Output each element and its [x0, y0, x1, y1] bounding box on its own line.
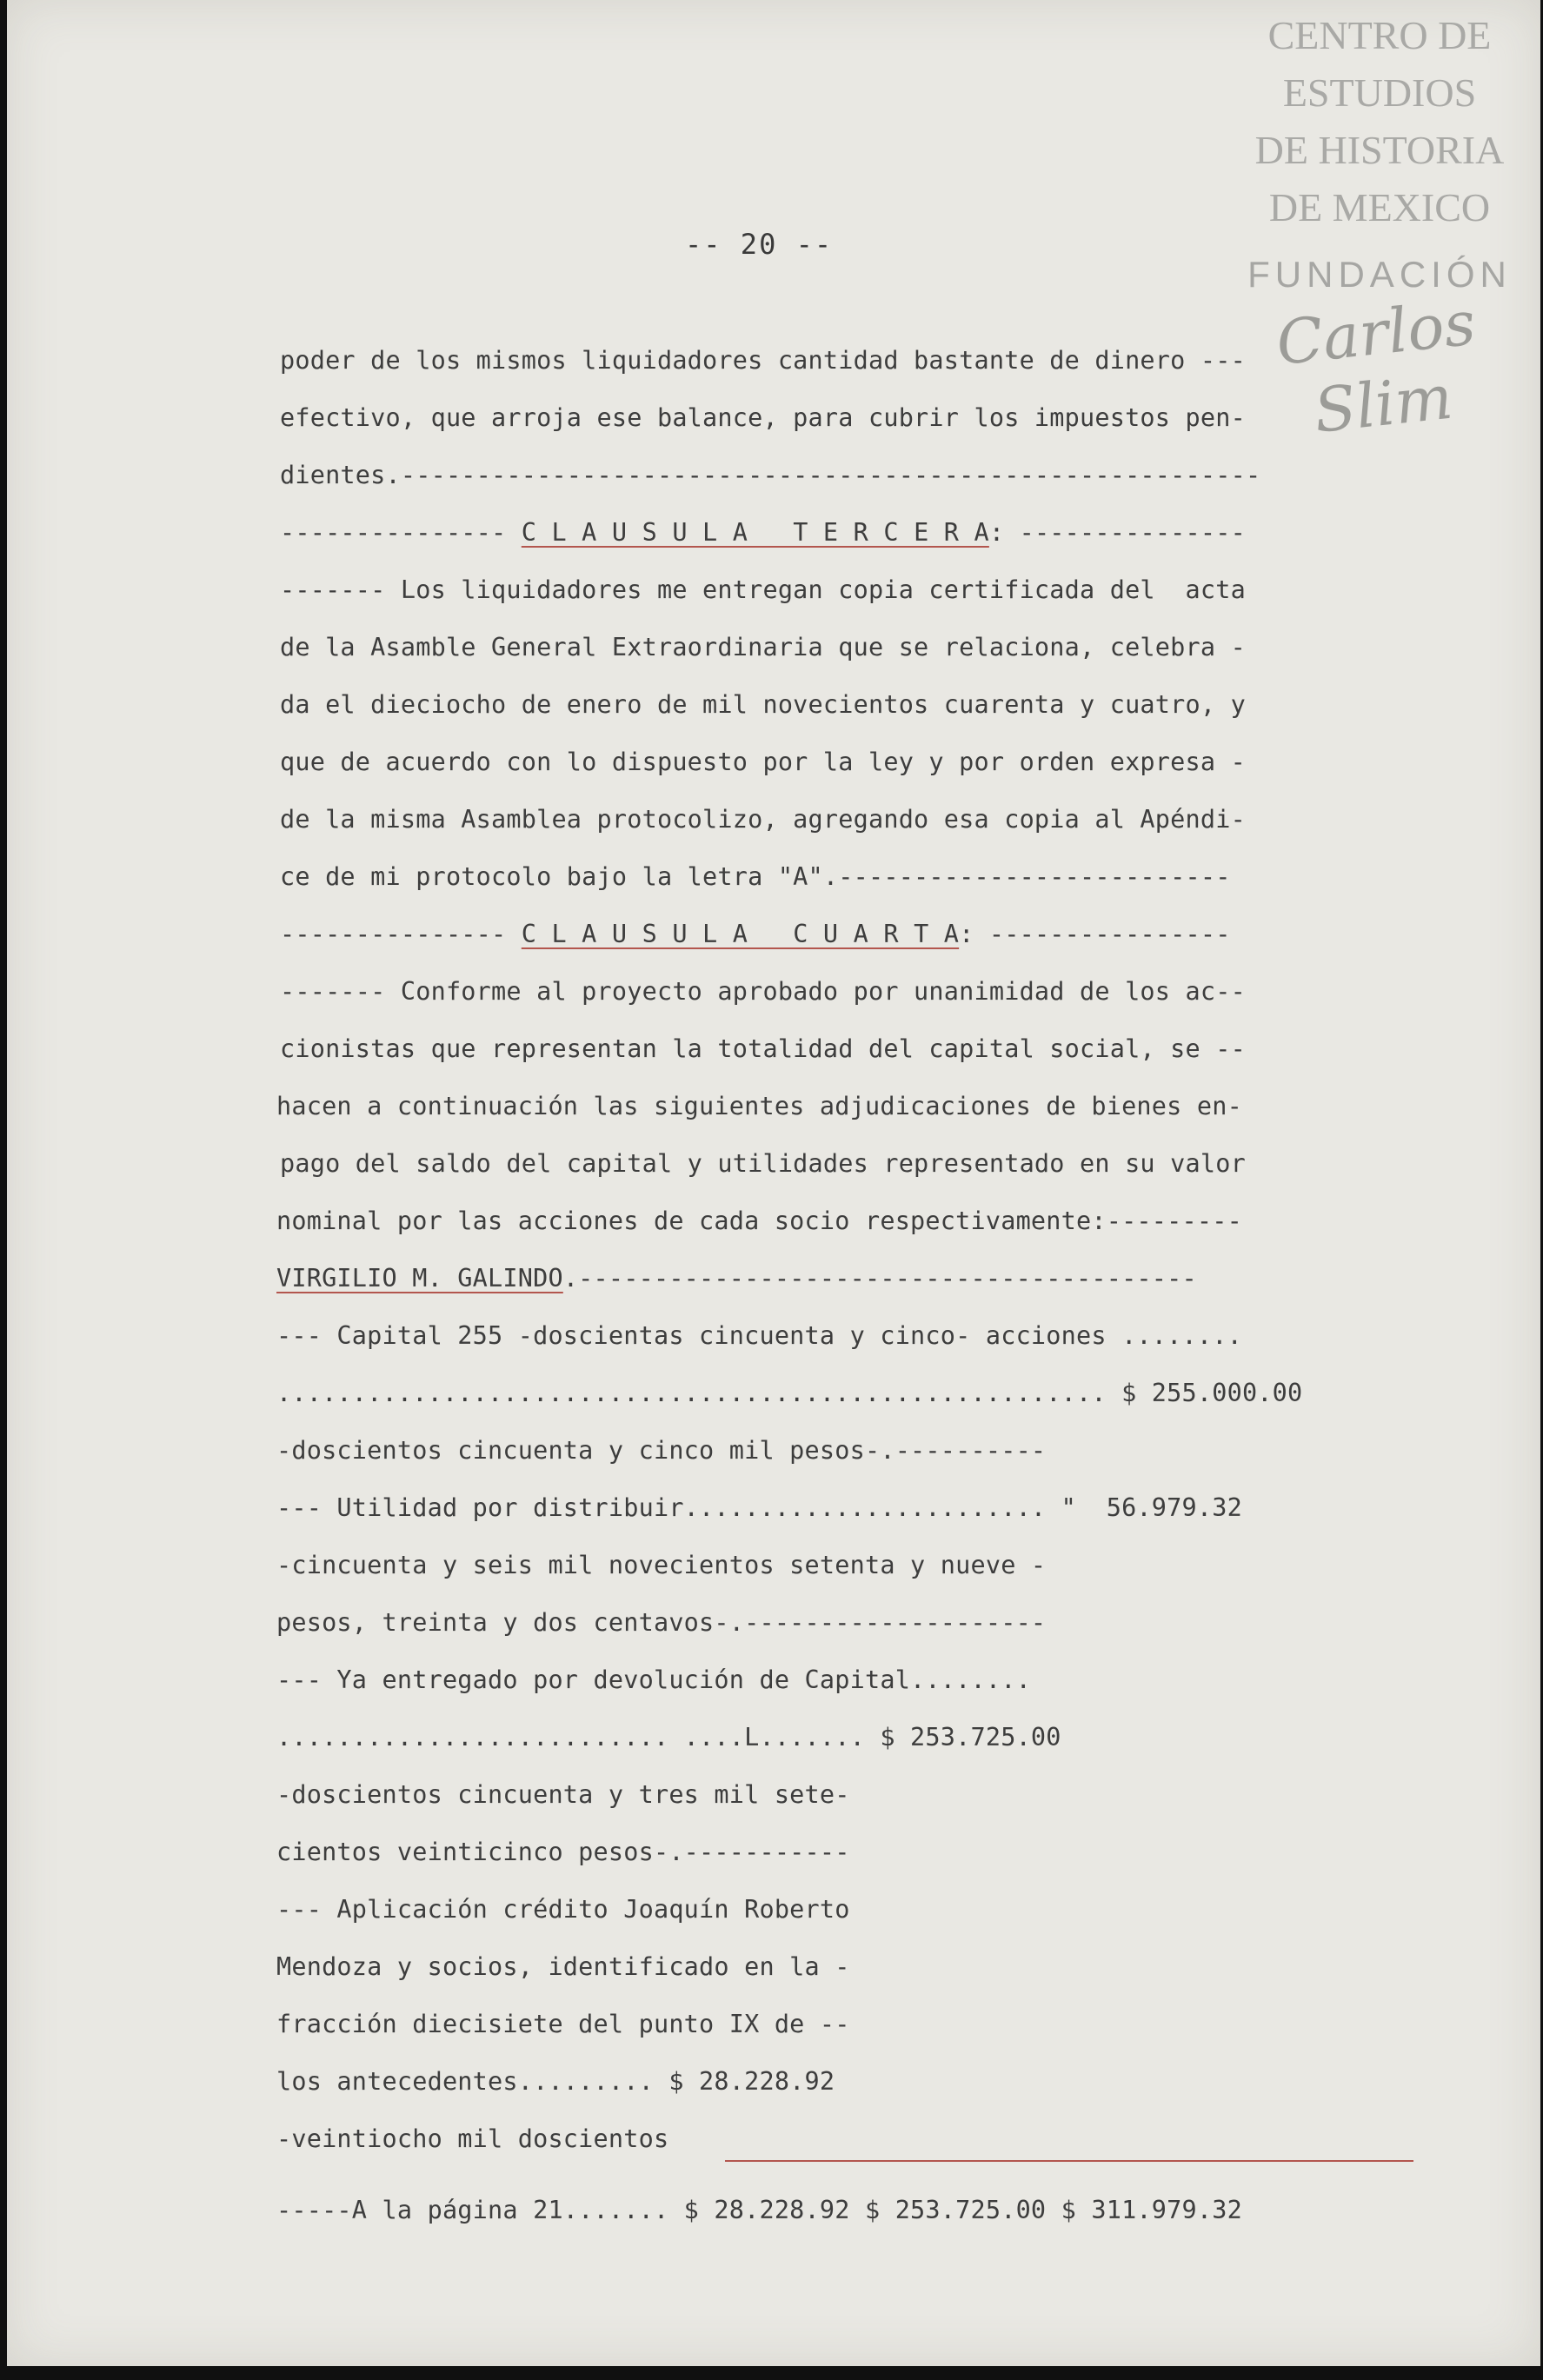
clause-title-cuarta: C L A U S U L A C U A R T A	[521, 920, 960, 948]
text-line: ce de mi protocolo bajo la letra "A".--------------------------	[280, 862, 1231, 891]
partner-heading-line	[276, 1264, 1197, 1293]
underline-rule	[725, 2160, 1413, 2162]
text-line: nominal por las acciones de cada socio respectivamente:---------	[276, 1207, 1242, 1235]
page-number: -- 20 --	[685, 228, 834, 261]
dash-fill: .-----------------------------------------	[562, 1264, 1197, 1293]
archive-watermark	[1236, 7, 1523, 447]
text-line: dientes.---------------------------------------------------------	[280, 461, 1261, 489]
amount-line: los antecedentes......... $ 28.228.92	[276, 2067, 835, 2096]
amount-line: ....................................................... $ 255.000.00	[276, 1379, 1303, 1407]
watermark-fundacion: FUNDACIÓN	[1247, 254, 1512, 295]
watermark-line: CENTRO DE	[1267, 13, 1492, 57]
text-line: da el dieciocho de enero de mil novecientos cuarenta y cuatro, y	[280, 690, 1246, 719]
amount-line: .......................... ....L....... $ 253.725.00	[276, 1723, 1061, 1752]
watermark-line: DE HISTORIA	[1254, 128, 1505, 172]
amount-line: --- Utilidad por distribuir........................ " 56.979.32	[276, 1493, 1242, 1522]
partner-name: VIRGILIO M. GALINDO	[276, 1264, 563, 1293]
document-page	[7, 0, 1540, 2366]
text-line: efectivo, que arroja ese balance, para cubrir los impuestos pen-	[280, 403, 1246, 432]
text-line: Mendoza y socios, identificado en la -	[276, 1952, 850, 1981]
dash-fill: : ----------------	[959, 920, 1231, 948]
text-line: --- Capital 255 -doscientas cincuenta y cinco- acciones ........	[276, 1321, 1242, 1350]
carry-forward-line: -----A la página 21....... $ 28.228.92 $ 253.725.00 $ 311.979.32	[276, 2196, 1242, 2224]
watermark-line: DE MEXICO	[1268, 185, 1491, 229]
text-line: -cincuenta y seis mil novecientos setenta y nueve -	[276, 1551, 1047, 1579]
clause-heading-line	[280, 518, 1246, 547]
text-line: -doscientos cincuenta y tres mil sete-	[276, 1780, 850, 1809]
text-line: hacen a continuación las siguientes adjudicaciones de bienes en-	[276, 1092, 1242, 1120]
text-line: cionistas que representan la totalidad del capital social, se --	[280, 1034, 1246, 1063]
text-line: -veintiocho mil doscientos	[276, 2124, 669, 2153]
clause-heading-line	[280, 920, 1231, 948]
text-line: de la Asamble General Extraordinaria que se relaciona, celebra -	[280, 633, 1246, 661]
text-line: de la misma Asamblea protocolizo, agregando esa copia al Apéndi-	[280, 805, 1246, 834]
text-line: pesos, treinta y dos centavos-.--------------------	[276, 1608, 1047, 1637]
text-line: --- Ya entregado por devolución de Capital........	[276, 1665, 1031, 1694]
dash-fill: ---------------	[280, 920, 522, 948]
text-line: -doscientos cincuenta y cinco mil pesos-.----------	[276, 1436, 1047, 1465]
watermark-signature: Carlos Slim	[1273, 287, 1479, 447]
text-line: fracción diecisiete del punto IX de --	[276, 2010, 850, 2038]
dash-fill: ---------------	[280, 518, 522, 547]
text-line: --- Aplicación crédito Joaquín Roberto	[276, 1895, 850, 1924]
clause-title-tercera: C L A U S U L A T E R C E R A	[521, 518, 989, 547]
watermark-line: ESTUDIOS	[1282, 70, 1477, 115]
dash-fill: : ---------------	[988, 518, 1246, 547]
text-line: ------- Conforme al proyecto aprobado por unanimidad de los ac--	[280, 977, 1246, 1006]
text-line: que de acuerdo con lo dispuesto por la ley y por orden expresa -	[280, 748, 1246, 776]
text-line: pago del saldo del capital y utilidades representado en su valor	[280, 1149, 1246, 1178]
text-line: ------- Los liquidadores me entregan copia certificada del acta	[280, 575, 1246, 604]
text-line: cientos veinticinco pesos-.-----------	[276, 1838, 850, 1866]
text-line: poder de los mismos liquidadores cantidad bastante de dinero ---	[280, 346, 1246, 375]
